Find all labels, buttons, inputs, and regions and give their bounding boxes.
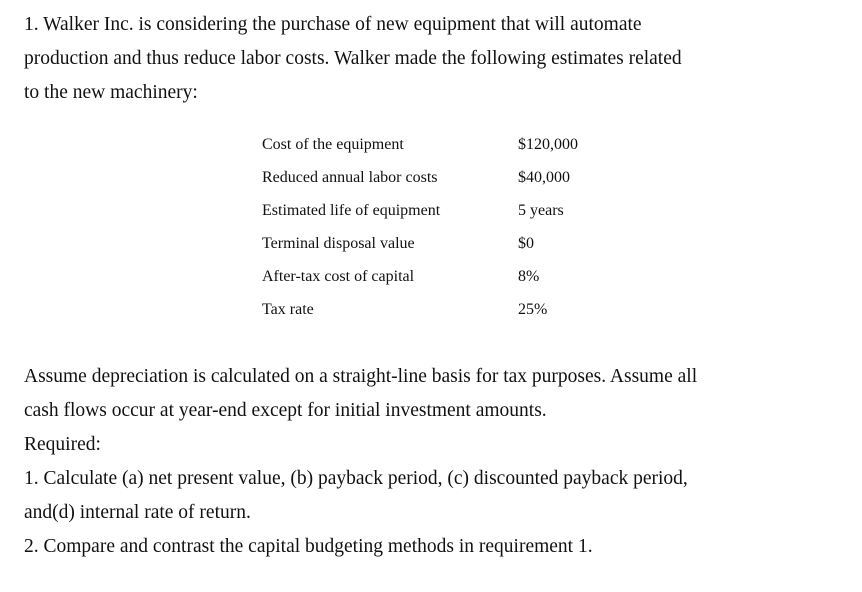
- estimate-value: 8%: [518, 267, 540, 285]
- estimate-row: [262, 293, 608, 326]
- estimate-value: $40,000: [518, 168, 570, 186]
- assumptions-paragraph: [24, 360, 844, 428]
- estimate-value: $0: [518, 234, 534, 252]
- intro-line: production and thus reduce labor costs. Walker made the following estimates related: [24, 48, 682, 69]
- estimate-row: [262, 194, 608, 227]
- estimates-table: [262, 128, 608, 326]
- required-section: [24, 428, 844, 564]
- intro-line: to the new machinery:: [24, 82, 198, 103]
- intro-paragraph: [24, 8, 844, 110]
- estimate-label: After-tax cost of capital: [262, 267, 415, 285]
- estimate-row: [262, 227, 608, 260]
- estimate-row: [262, 161, 608, 194]
- assumptions-line: cash flows occur at year-end except for initial investment amounts.: [24, 400, 547, 421]
- estimate-label: Estimated life of equipment: [262, 201, 441, 219]
- estimate-label: Terminal disposal value: [262, 234, 415, 252]
- estimate-row: [262, 128, 608, 161]
- estimate-value: 5 years: [518, 201, 564, 219]
- required-heading: Required:: [24, 434, 101, 455]
- requirement-1-line: 1. Calculate (a) net present value, (b) payback period, (c) discounted payback period,: [24, 468, 688, 489]
- estimate-value: $120,000: [518, 135, 578, 153]
- requirement-1-line: and(d) internal rate of return.: [24, 502, 251, 523]
- requirement-2: 2. Compare and contrast the capital budgeting methods in requirement 1.: [24, 536, 593, 557]
- estimate-label: Reduced annual labor costs: [262, 168, 438, 186]
- assumptions-line: Assume depreciation is calculated on a straight-line basis for tax purposes. Assume all: [24, 366, 698, 387]
- intro-line: 1. Walker Inc. is considering the purchase of new equipment that will automate: [24, 14, 642, 35]
- estimate-value: 25%: [518, 300, 548, 318]
- estimate-row: [262, 260, 608, 293]
- estimate-label: Tax rate: [262, 300, 314, 318]
- estimate-label: Cost of the equipment: [262, 135, 404, 153]
